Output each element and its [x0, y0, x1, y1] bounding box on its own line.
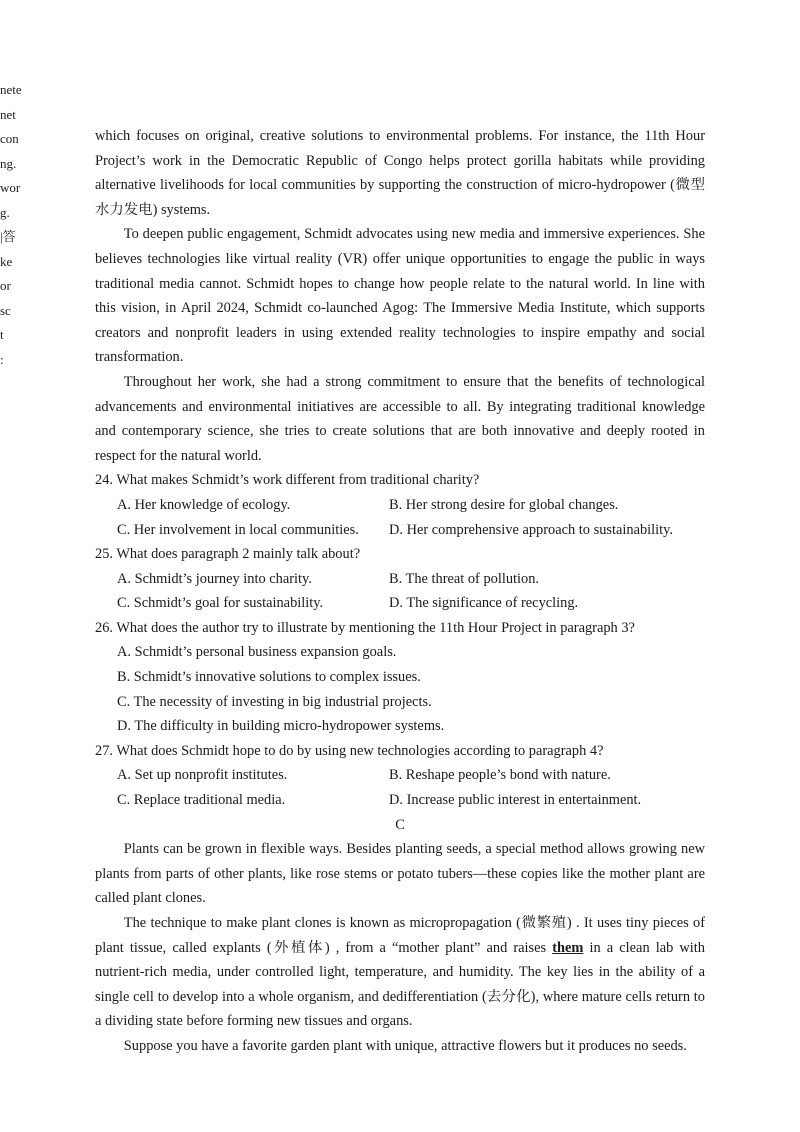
question-stem: 25. What does paragraph 2 mainly talk about? — [95, 546, 361, 563]
passage-b-paragraph-1: which focuses on original, creative solutions to environmental problems. For instance, the 11th Hour Project’s work in the Democratic Republic of Congo helps protect gorilla habitats while providing alternative livelihoods for local communities by supporting the construction of micro-hydropower (微型水力发电) systems. — [95, 128, 705, 218]
paragraph-text: in a clean lab with nutrient-rich media, under controlled light, temperature, and humidity. The key lies in the ability of a single cell to develop into a whole organism, and dedifferentiation (去分化), where mature cells return to a dividing state before forming new tissues and organs. — [95, 939, 706, 1030]
margin-fragment: sc — [0, 302, 11, 318]
margin-fragment: ng. — [0, 155, 17, 171]
option-a: A. Her knowledge of ecology. — [117, 496, 291, 513]
option-b: B. Her strong desire for global changes. — [389, 496, 619, 513]
question-stem: 24. What makes Schmidt’s work different from traditional charity? — [95, 472, 480, 489]
margin-fragment: con — [0, 131, 19, 146]
margin-fragment: ke — [0, 253, 13, 269]
paragraph-text: The technique to make plant clones is known as micropropagation (微繁殖) . It uses tiny pieces of plant tissue, called explants (外植体) , from a “mother plant” and raises — [95, 915, 705, 956]
question-27 — [95, 739, 705, 813]
option-a: A. Schmidt’s personal business expansion goals. — [117, 644, 397, 661]
margin-fragment: or — [0, 278, 11, 293]
margin-fragment: nete — [0, 82, 22, 97]
question-stem: 26. What does the author try to illustrate by mentioning the 11th Hour Project in paragraph 3? — [95, 619, 635, 636]
exam-page — [95, 124, 705, 1059]
option-a: A. Set up nonprofit institutes. — [117, 767, 288, 784]
question-stem: 27. What does Schmidt hope to do by using new technologies according to paragraph 4? — [95, 742, 604, 759]
highlighted-word: them — [552, 939, 584, 956]
option-d: D. Her comprehensive approach to sustainability. — [389, 521, 673, 538]
question-25 — [95, 542, 705, 616]
option-a: A. Schmidt’s journey into charity. — [117, 570, 312, 587]
option-b: B. Schmidt’s innovative solutions to complex issues. — [117, 669, 421, 686]
option-b: B. Reshape people’s bond with nature. — [389, 767, 611, 784]
option-c: C. The necessity of investing in big industrial projects. — [117, 693, 432, 710]
left-margin-fragments — [0, 78, 22, 372]
margin-fragment: wor — [0, 180, 21, 195]
margin-fragment: g. — [0, 204, 10, 220]
option-c: C. Replace traditional media. — [117, 792, 286, 809]
margin-fragment: |答 — [0, 229, 16, 244]
passage-b-paragraph-3: Throughout her work, she had a strong commitment to ensure that the benefits of technological advancements and environmental initiatives are accessible to all. By integrating traditional knowledge and contemporary science, she tries to create solutions that are both innovative and deeply rooted in respect for the natural world. — [95, 373, 705, 464]
option-b: B. The threat of pollution. — [389, 570, 540, 587]
passage-c-paragraph-2 — [95, 911, 705, 1034]
passage-c-paragraph-3: Suppose you have a favorite garden plant with unique, attractive flowers but it produces no seeds. — [123, 1037, 687, 1054]
question-26 — [95, 616, 705, 739]
passage-b-paragraph-2: To deepen public engagement, Schmidt advocates using new media and immersive experiences. She believes technologies like virtual reality (VR) offer unique opportunities to engage the public in ways traditional media cannot. Schmidt hopes to change how people relate to the natural world. In line with this vision, in April 2024, Schmidt co-launched Agog: The Immersive Media Institute, which supports creators and nonprofit leaders in using extended reality technologies to inspire empathy and social transformation. — [95, 226, 705, 366]
option-c: C. Schmidt’s goal for sustainability. — [117, 595, 324, 612]
margin-fragment: net — [0, 106, 16, 122]
passage-c-heading: C — [395, 816, 405, 833]
option-d: D. The significance of recycling. — [389, 595, 579, 612]
option-c: C. Her involvement in local communities. — [117, 521, 359, 538]
margin-fragment: t — [0, 327, 4, 342]
option-d: D. The difficulty in building micro-hydropower systems. — [117, 718, 445, 735]
option-d: D. Increase public interest in entertainment. — [389, 792, 642, 809]
margin-fragment: : — [0, 351, 4, 367]
passage-c-paragraph-1: Plants can be grown in flexible ways. Besides planting seeds, a special method allows growing new plants from parts of other plants, like rose stems or potato tubers—these copies like the mother plant are called plant clones. — [95, 841, 705, 907]
question-24 — [95, 468, 705, 542]
